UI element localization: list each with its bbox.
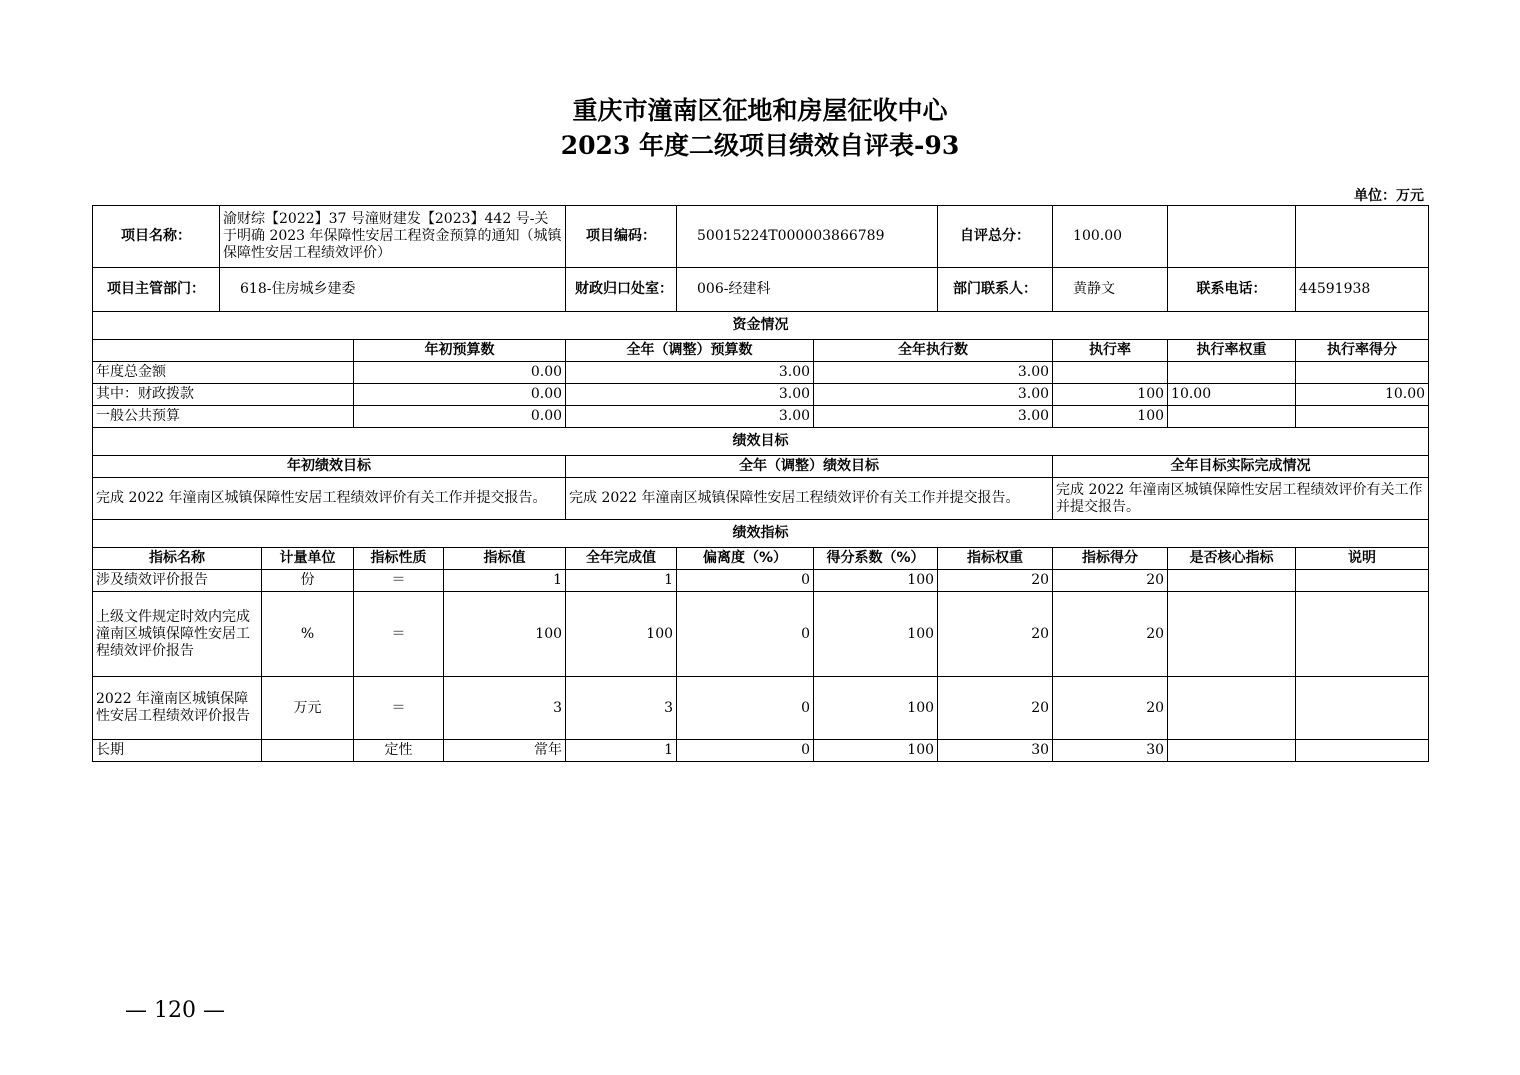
- finance-office-value: 006-经建科: [677, 268, 938, 312]
- indicator-name: 上级文件规定时效内完成潼南区城镇保障性安居工程绩效评价报告: [93, 592, 262, 677]
- finance-office-label: 财政归口处室：: [566, 268, 677, 312]
- indicator-completed: 3: [566, 677, 677, 740]
- goal-initial-text: 完成 2022 年潼南区城镇保障性安居工程绩效评价有关工作并提交报告。: [93, 478, 566, 520]
- indicator-weight: 20: [938, 592, 1053, 677]
- indicator-note: [1296, 677, 1429, 740]
- goal-adjusted-text: 完成 2022 年潼南区城镇保障性安居工程绩效评价有关工作并提交报告。: [566, 478, 1053, 520]
- funds-adjusted: 3.00: [566, 384, 814, 406]
- indicator-coef: 100: [814, 570, 938, 592]
- indicator-unit: %: [262, 592, 354, 677]
- funds-weight: 10.00: [1168, 384, 1296, 406]
- indicator-score: 20: [1053, 592, 1168, 677]
- indicator-completed: 100: [566, 592, 677, 677]
- funds-score: [1296, 406, 1429, 428]
- indicator-completed: 1: [566, 570, 677, 592]
- indicator-score: 20: [1053, 570, 1168, 592]
- indicator-row: [93, 592, 1429, 677]
- funds-executed: 3.00: [814, 384, 1053, 406]
- indicator-coef: 100: [814, 740, 938, 762]
- funds-executed: 3.00: [814, 362, 1053, 384]
- indicator-unit: 份: [262, 570, 354, 592]
- indicator-value: 1: [444, 570, 566, 592]
- self-score-label: 自评总分：: [938, 206, 1053, 268]
- funds-header: 全年执行数: [814, 340, 1053, 362]
- indicator-header: 指标值: [444, 548, 566, 570]
- indicator-row: [93, 740, 1429, 762]
- goals-section-title: 绩效目标: [93, 428, 1429, 456]
- funds-row: [93, 362, 1429, 384]
- indicator-value: 100: [444, 592, 566, 677]
- indicator-score: 30: [1053, 740, 1168, 762]
- evaluation-table: [92, 205, 1429, 762]
- indicator-value: 3: [444, 677, 566, 740]
- page-title: 重庆市潼南区征地和房屋征收中心: [572, 96, 948, 125]
- indicator-core: [1168, 592, 1296, 677]
- contact-value: 黄静文: [1053, 268, 1168, 312]
- goals-header: 年初绩效目标: [93, 456, 566, 478]
- indicator-nature: ＝: [354, 570, 444, 592]
- indicator-header: 得分系数（%）: [814, 548, 938, 570]
- indicator-header: 计量单位: [262, 548, 354, 570]
- funds-adjusted: 3.00: [566, 362, 814, 384]
- funds-header: 执行率: [1053, 340, 1168, 362]
- indicator-note: [1296, 740, 1429, 762]
- indicator-core: [1168, 570, 1296, 592]
- indicator-value: 常年: [444, 740, 566, 762]
- funds-row-label: 年度总金额: [93, 362, 354, 384]
- indicator-header: 是否核心指标: [1168, 548, 1296, 570]
- indicator-nature: 定性: [354, 740, 444, 762]
- funds-score: 10.00: [1296, 384, 1429, 406]
- empty-cell: [93, 340, 354, 362]
- indicator-coef: 100: [814, 592, 938, 677]
- indicator-note: [1296, 592, 1429, 677]
- funds-header: 年初预算数: [354, 340, 566, 362]
- funds-row: [93, 384, 1429, 406]
- phone-label: 联系电话：: [1168, 268, 1296, 312]
- indicator-name: 长期: [93, 740, 262, 762]
- indicator-header: 指标权重: [938, 548, 1053, 570]
- funds-rate: 100: [1053, 384, 1168, 406]
- empty-cell: [1296, 206, 1429, 268]
- funds-header: 执行率权重: [1168, 340, 1296, 362]
- funds-header: 全年（调整）预算数: [566, 340, 814, 362]
- funds-score: [1296, 362, 1429, 384]
- indicator-weight: 20: [938, 677, 1053, 740]
- project-code-label: 项目编码：: [566, 206, 677, 268]
- indicator-weight: 30: [938, 740, 1053, 762]
- dept-label: 项目主管部门：: [93, 268, 220, 312]
- project-name-label: 项目名称：: [93, 206, 220, 268]
- indicator-core: [1168, 677, 1296, 740]
- funds-initial: 0.00: [354, 384, 566, 406]
- indicator-deviation: 0: [677, 592, 814, 677]
- indicator-weight: 20: [938, 570, 1053, 592]
- unit-label: 单位：万元: [1354, 188, 1424, 204]
- funds-row-label: 一般公共预算: [93, 406, 354, 428]
- funds-adjusted: 3.00: [566, 406, 814, 428]
- project-name-value: 渝财综【2022】37 号潼财建发【2023】442 号-关于明确 2023 年保障性安居工程资金预算的通知（城镇保障性安居工程绩效评价）: [220, 206, 566, 268]
- indicator-name: 2022 年潼南区城镇保障性安居工程绩效评价报告: [93, 677, 262, 740]
- page-subtitle: 2023 年度二级项目绩效自评表-93: [560, 131, 960, 160]
- indicator-note: [1296, 570, 1429, 592]
- goals-header: 全年（调整）绩效目标: [566, 456, 1053, 478]
- indicator-unit: 万元: [262, 677, 354, 740]
- indicator-nature: ＝: [354, 592, 444, 677]
- indicator-deviation: 0: [677, 570, 814, 592]
- funds-row-label: 其中：财政拨款: [93, 384, 354, 406]
- indicator-name: 涉及绩效评价报告: [93, 570, 262, 592]
- goal-actual-text: 完成 2022 年潼南区城镇保障性安居工程绩效评价有关工作并提交报告。: [1053, 478, 1429, 520]
- funds-section-title: 资金情况: [93, 312, 1429, 340]
- indicator-header: 指标性质: [354, 548, 444, 570]
- indicator-header: 全年完成值: [566, 548, 677, 570]
- funds-rate: [1053, 362, 1168, 384]
- funds-row: [93, 406, 1429, 428]
- indicator-nature: ＝: [354, 677, 444, 740]
- contact-label: 部门联系人：: [938, 268, 1053, 312]
- funds-header: 执行率得分: [1296, 340, 1429, 362]
- funds-rate: 100: [1053, 406, 1168, 428]
- funds-executed: 3.00: [814, 406, 1053, 428]
- funds-weight: [1168, 406, 1296, 428]
- indicator-coef: 100: [814, 677, 938, 740]
- phone-value: 44591938: [1296, 268, 1429, 312]
- indicator-deviation: 0: [677, 677, 814, 740]
- goals-header: 全年目标实际完成情况: [1053, 456, 1429, 478]
- indicator-score: 20: [1053, 677, 1168, 740]
- funds-initial: 0.00: [354, 362, 566, 384]
- indicator-completed: 1: [566, 740, 677, 762]
- indicators-section-title: 绩效指标: [93, 520, 1429, 548]
- page-number: — 120 —: [125, 998, 225, 1023]
- indicator-unit: [262, 740, 354, 762]
- indicator-core: [1168, 740, 1296, 762]
- funds-weight: [1168, 362, 1296, 384]
- indicator-row: [93, 570, 1429, 592]
- empty-cell: [1168, 206, 1296, 268]
- indicator-deviation: 0: [677, 740, 814, 762]
- dept-value: 618-住房城乡建委: [220, 268, 566, 312]
- indicator-row: [93, 677, 1429, 740]
- project-code-value: 50015224T000003866789: [677, 206, 938, 268]
- indicator-header: 指标名称: [93, 548, 262, 570]
- indicator-header: 偏离度（%）: [677, 548, 814, 570]
- funds-initial: 0.00: [354, 406, 566, 428]
- indicator-header: 说明: [1296, 548, 1429, 570]
- indicator-header: 指标得分: [1053, 548, 1168, 570]
- self-score-value: 100.00: [1053, 206, 1168, 268]
